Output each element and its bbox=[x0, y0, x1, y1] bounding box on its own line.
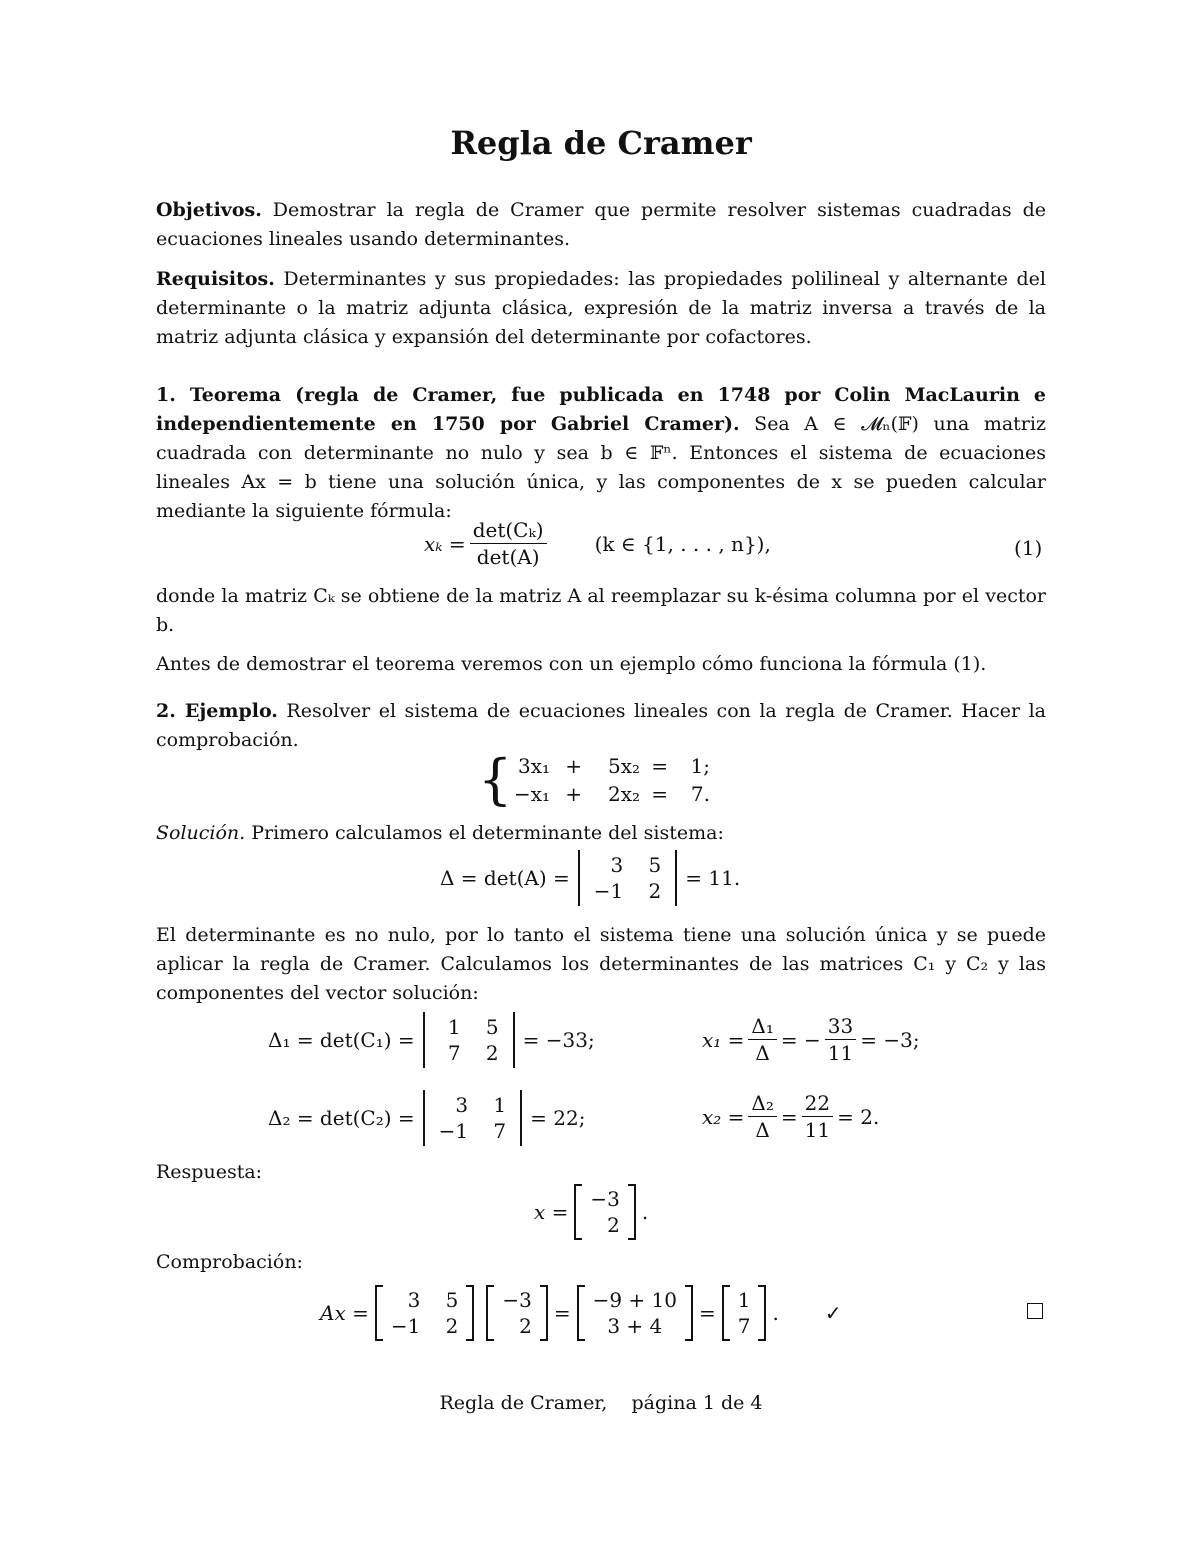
x1-fraction bbox=[748, 1014, 776, 1065]
det-matrix-c2 bbox=[423, 1090, 522, 1146]
respuesta-label: Respuesta: bbox=[156, 1161, 263, 1183]
x2-lhs: x₂ = bbox=[702, 1104, 745, 1129]
ejemplo-paragraph bbox=[156, 697, 1046, 755]
solucion-paragraph bbox=[156, 819, 1046, 848]
check-result-vector bbox=[722, 1285, 767, 1341]
check-vector-x bbox=[486, 1285, 547, 1341]
matrix-cell: −1 bbox=[438, 1119, 469, 1143]
check-equals: = bbox=[553, 1301, 571, 1325]
matrix-cell: 3 bbox=[455, 1093, 469, 1117]
matrix-cell: 5 bbox=[648, 853, 662, 877]
x2-numerator: Δ₂ bbox=[748, 1091, 776, 1117]
x1-denominator-2: 11 bbox=[827, 1041, 854, 1065]
system-eq: = bbox=[651, 754, 668, 778]
donde-paragraph: donde la matriz Cₖ se obtiene de la matriz A al reemplazar su k-ésima columna por el vector b. bbox=[156, 585, 1046, 636]
formula-numerator: det(Cₖ) bbox=[470, 518, 547, 544]
qed-square-icon bbox=[1027, 1303, 1043, 1319]
check-matrix-a bbox=[375, 1285, 474, 1341]
delta2-lhs: Δ₂ = det(C₂) = bbox=[268, 1106, 415, 1130]
x2-rhs: = 2. bbox=[837, 1104, 880, 1129]
system-row-1 bbox=[478, 754, 718, 782]
det-matrix-a bbox=[578, 850, 677, 906]
matrix-cell: 7 bbox=[447, 1041, 461, 1065]
delta-rhs: = 11. bbox=[685, 866, 741, 890]
delta2-rhs: = 22; bbox=[530, 1106, 586, 1130]
respuesta-equation bbox=[534, 1184, 648, 1240]
x1-numerator-2: 33 bbox=[825, 1014, 856, 1040]
vector-cell: 2 bbox=[519, 1314, 532, 1338]
page-footer: Regla de Cramer, página 1 de 4 bbox=[439, 1392, 763, 1414]
det-matrix-c1 bbox=[423, 1012, 515, 1068]
check-equation bbox=[320, 1285, 842, 1341]
page-title: Regla de Cramer bbox=[450, 124, 752, 162]
check-end: . bbox=[772, 1301, 779, 1325]
system-row-2 bbox=[478, 782, 718, 810]
system-term: 2x₂ bbox=[607, 782, 640, 806]
formula-denominator: det(A) bbox=[476, 545, 540, 569]
solution-vector bbox=[574, 1184, 635, 1240]
x2-equation bbox=[702, 1091, 879, 1142]
x1-rhs: = −3; bbox=[860, 1027, 920, 1052]
teorema-label: 1. Teorema (regla de Cramer, fue publicada en 1748 por Colin MacLaurin e independientemente en 1750 por Gabriel Cramer). bbox=[156, 384, 1046, 435]
matrix-cell: 2 bbox=[445, 1314, 459, 1338]
teorema-paragraph bbox=[156, 381, 1046, 526]
matrix-cell: −1 bbox=[390, 1314, 421, 1338]
matrix-cell: 2 bbox=[648, 879, 662, 903]
matrix-cell: 3 bbox=[610, 853, 624, 877]
system-brace: { bbox=[478, 748, 513, 811]
x1-denominator: Δ bbox=[755, 1041, 770, 1065]
matrix-cell: 1 bbox=[447, 1015, 461, 1039]
check-product-vector bbox=[577, 1285, 693, 1341]
system-rhs: 1; bbox=[690, 754, 710, 778]
x1-equation bbox=[702, 1014, 920, 1065]
delta-equation bbox=[440, 850, 740, 906]
equation-number: (1) bbox=[1014, 536, 1043, 560]
vector-cell: 1 bbox=[737, 1288, 751, 1312]
x1-fraction-2 bbox=[825, 1014, 856, 1065]
matrix-cell: 5 bbox=[485, 1015, 499, 1039]
vector-cell: 3 + 4 bbox=[607, 1314, 663, 1338]
check-lhs: Ax = bbox=[320, 1301, 369, 1325]
x1-lhs: x₁ = bbox=[702, 1027, 745, 1052]
x2-fraction bbox=[748, 1091, 776, 1142]
system-term: 3x₁ bbox=[517, 754, 550, 778]
respuesta-lhs: x = bbox=[534, 1200, 569, 1224]
system-term: −x₁ bbox=[513, 782, 550, 806]
requisitos-label: Requisitos. bbox=[156, 268, 275, 290]
vector-cell: 2 bbox=[607, 1213, 620, 1237]
x2-fraction-2 bbox=[802, 1091, 833, 1142]
ejemplo-text: Resolver el sistema de ecuaciones lineales con la regla de Cramer. Hacer la comprobación. bbox=[156, 700, 1046, 751]
ejemplo-label: 2. Ejemplo. bbox=[156, 700, 278, 722]
delta1-lhs: Δ₁ = det(C₁) = bbox=[268, 1028, 415, 1052]
vector-cell: 7 bbox=[737, 1314, 751, 1338]
antes-paragraph: Antes de demostrar el teorema veremos con un ejemplo cómo funciona la fórmula (1). bbox=[156, 653, 987, 675]
equation-system bbox=[478, 748, 718, 814]
matrix-cell: 1 bbox=[493, 1093, 507, 1117]
objetivos-text: Demostrar la regla de Cramer que permite resolver sistemas cuadradas de ecuaciones lineales usando determinantes. bbox=[156, 199, 1046, 250]
vector-cell: −3 bbox=[502, 1288, 532, 1312]
requisitos-paragraph bbox=[156, 265, 1046, 352]
system-op: + bbox=[565, 782, 582, 806]
comprobacion-label: Comprobación: bbox=[156, 1251, 303, 1273]
x2-denominator: Δ bbox=[755, 1118, 770, 1142]
objetivos-paragraph bbox=[156, 196, 1046, 254]
teorema-text: Sea A ∈ 𝓜ₙ(𝔽) una matriz cuadrada con determinante no nulo y sea b ∈ 𝔽ⁿ. Entonces el sistema de ecuaciones lineales Ax = b tiene una solución única, y las componentes de x se pueden calcular mediante la siguiente fórmula: bbox=[156, 413, 1046, 522]
el-det-paragraph: El determinante es no nulo, por lo tanto el sistema tiene una solución única y se puede aplicar la regla de Cramer. Calculamos los determinantes de las matrices C₁ y C₂ y las componentes del vector solución: bbox=[156, 924, 1046, 1004]
vector-cell: −9 + 10 bbox=[592, 1288, 677, 1312]
delta1-equation bbox=[268, 1012, 595, 1068]
x1-numerator: Δ₁ bbox=[748, 1014, 776, 1040]
matrix-cell: 5 bbox=[445, 1288, 459, 1312]
delta-lhs: Δ = det(A) = bbox=[440, 866, 570, 890]
delta2-equation bbox=[268, 1090, 585, 1146]
matrix-cell: 7 bbox=[493, 1119, 507, 1143]
check-equals: = bbox=[698, 1301, 716, 1325]
matrix-cell: 3 bbox=[407, 1288, 421, 1312]
formula-condition: (k ∈ {1, . . . , n}), bbox=[594, 531, 771, 556]
x2-mid: = bbox=[780, 1104, 798, 1129]
objetivos-label: Objetivos. bbox=[156, 199, 262, 221]
requisitos-text: Determinantes y sus propiedades: las propiedades polilineal y alternante del determinante o la matriz adjunta clásica, expresión de la matriz inversa a través de la matriz adjunta clásica y expansión del determinante por cofactores. bbox=[156, 268, 1046, 348]
solucion-text: Primero calculamos el determinante del sistema: bbox=[245, 822, 724, 844]
check-mark-icon: ✓ bbox=[824, 1301, 842, 1325]
respuesta-end: . bbox=[641, 1200, 649, 1224]
delta1-rhs: = −33; bbox=[522, 1028, 595, 1052]
solucion-label: Solución. bbox=[156, 822, 246, 844]
x1-mid: = − bbox=[780, 1027, 821, 1052]
formula-fraction bbox=[470, 518, 547, 569]
vector-cell: −3 bbox=[590, 1187, 620, 1211]
matrix-cell: 2 bbox=[485, 1041, 499, 1065]
matrix-cell: −1 bbox=[593, 879, 624, 903]
cramer-formula bbox=[424, 518, 771, 569]
x2-denominator-2: 11 bbox=[804, 1118, 831, 1142]
system-eq: = bbox=[651, 782, 668, 806]
x2-numerator-2: 22 bbox=[802, 1091, 833, 1117]
system-rhs: 7. bbox=[690, 782, 710, 806]
formula-lhs: xₖ = bbox=[424, 531, 466, 556]
system-op: + bbox=[565, 754, 582, 778]
system-term: 5x₂ bbox=[607, 754, 640, 778]
